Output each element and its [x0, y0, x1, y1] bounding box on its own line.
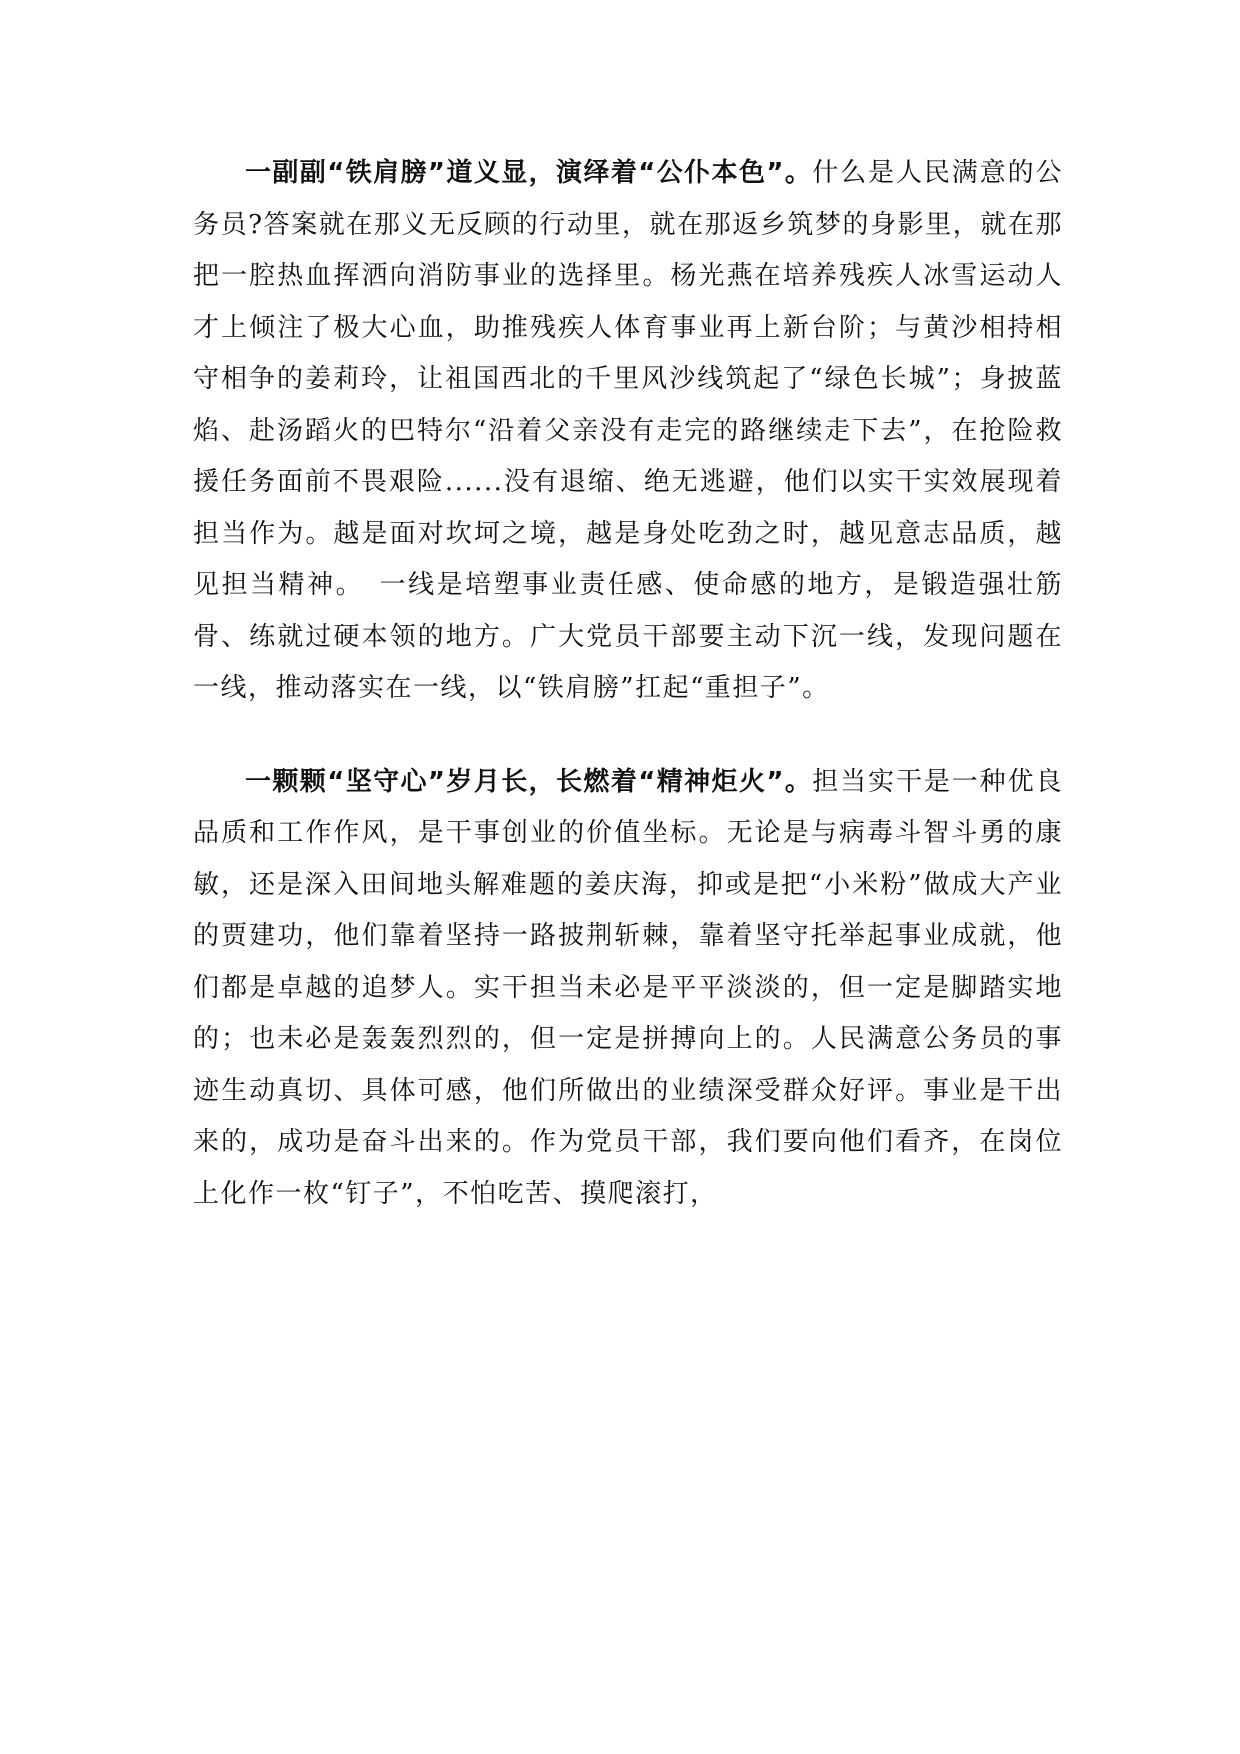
paragraph-1-lead: 一副副“铁肩膀”道义显，演绎着“公仆本色”。 — [245, 158, 813, 188]
paragraph-1 — [193, 148, 1063, 715]
paragraph-1-text: 什么是人民满意的公务员?答案就在那义无反顾的行动里，就在那返乡筑梦的身影里，就在那把一腔热血挥洒向消防事业的选择里。杨光燕在培养残疾人冰雪运动人才上倾注了极大心血，助推残疾人体育事业再上新台阶；与黄沙相持相守相争的姜莉玲，让祖国西北的千里风沙线筑起了“绿色长城”；身披蓝焰、赴汤蹈火的巴特尔“沿着父亲没有走完的路继续走下去”，在抢险救援任务面前不畏艰险......没有退缩、绝无逃避，他们以实干实效展现着担当作为。越是面对坎坷之境，越是身处吃劲之时，越见意志品质，越见担当精神。 一线是培塑事业责任感、使命感的地方，是锻造强壮筋骨、练就过硬本领的地方。广大党员干部要主动下沉一线，发现问题在一线，推动落实在一线，以“铁肩膀”扛起“重担子”。 — [193, 158, 1063, 703]
paragraph-2-text: 担当实干是一种优良品质和工作作风，是干事创业的价值坐标。无论是与病毒斗智斗勇的康敏，还是深入田间地头解难题的姜庆海，抑或是把“小米粉”做成大产业的贾建功，他们靠着坚持一路披荆斩棘，靠着坚守托举起事业成就，他们都是卓越的追梦人。实干担当未必是平平淡淡的，但一定是脚踏实地的；也未必是轰轰烈烈的，但一定是拼搏向上的。人民满意公务员的事迹生动真切、具体可感，他们所做出的业绩深受群众好评。事业是干出来的，成功是奋斗出来的。作为党员干部，我们要向他们看齐，在岗位上化作一枚“钉子”，不怕吃苦、摸爬滚打， — [193, 766, 1063, 1209]
paragraph-2 — [193, 757, 1063, 1221]
paragraph-2-lead: 一颗颗“坚守心”岁月长，长燃着“精神炬火”。 — [245, 766, 813, 797]
document-body — [193, 148, 1063, 1220]
